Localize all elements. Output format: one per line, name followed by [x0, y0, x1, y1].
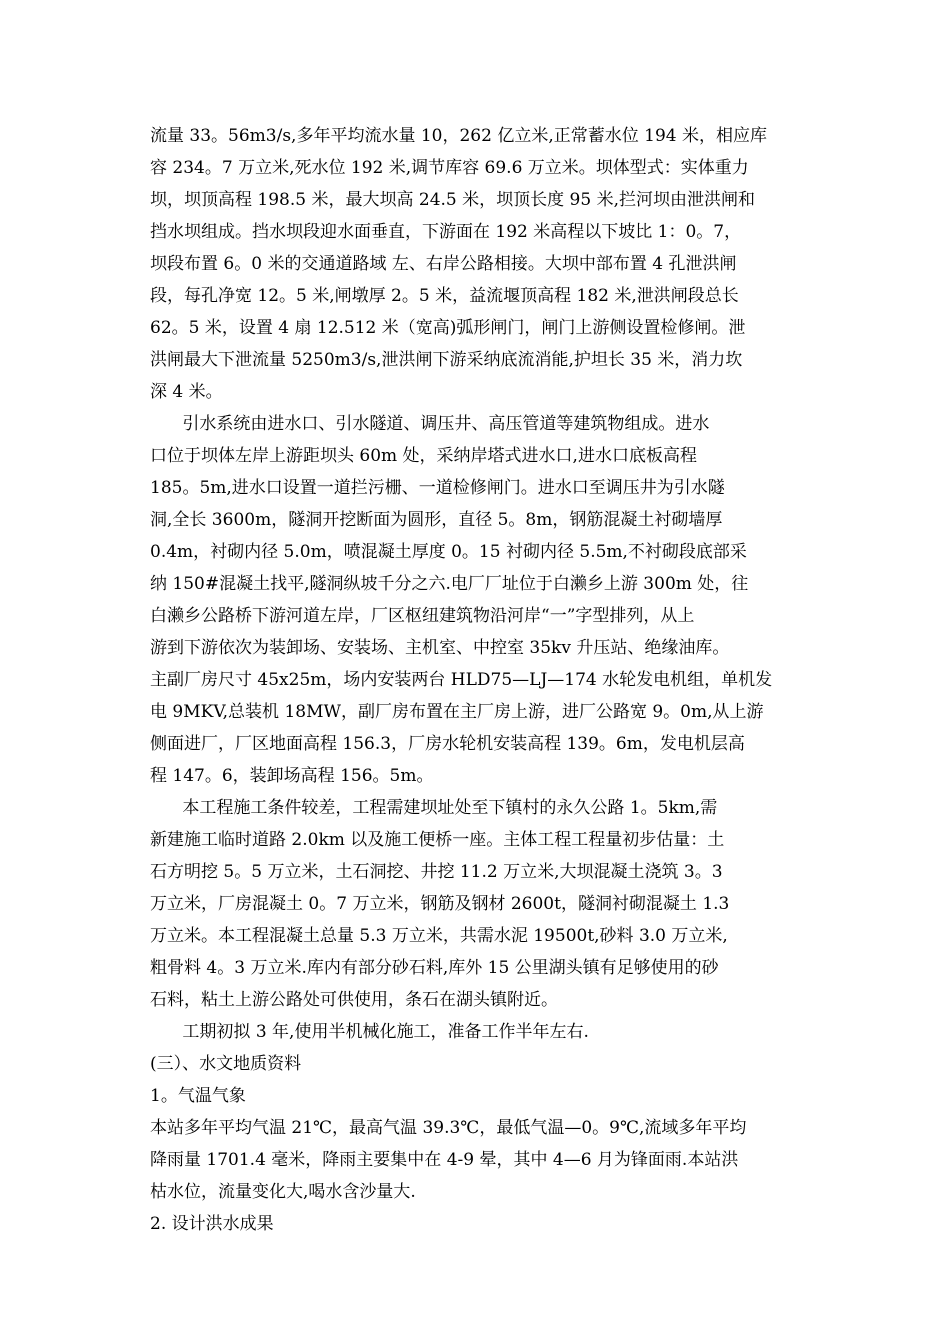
text-line: 挡水坝组成。挡水坝段迎水面垂直，下游面在 192 米高程以下坡比 1：0。7，	[150, 222, 742, 242]
paragraph-start-line: 工期初拟 3 年,使用半机械化施工，准备工作半年左右.	[150, 1022, 589, 1042]
paragraph-start-line: 引水系统由进水口、引水隧道、调压井、高压管道等建筑物组成。进水	[150, 414, 710, 434]
text-line: 容 234。7 万立米,死水位 192 米,调节库容 69.6 万立米。坝体型式：实体重力	[150, 158, 749, 178]
text-line: 坝，坝顶高程 198.5 米，最大坝高 24.5 米，坝顶长度 95 米,拦河坝由泄洪闸和	[150, 190, 755, 210]
text-line: 流量 33。56m3/s,多年平均流水量 10，262 亿立米,正常蓄水位 194 米，相应库	[150, 126, 768, 146]
text-line: 深 4 米。	[150, 382, 223, 402]
text-line: 纳 150#混凝土找平,隧洞纵坡千分之六.电厂厂址位于白濑乡上游 300m 处，往	[150, 574, 749, 594]
text-line: 程 147。6，装卸场高程 156。5m。	[150, 766, 434, 786]
text-line: 万立米，厂房混凝土 0。7 万立米，钢筋及钢材 2600t，隧洞衬砌混凝土 1.3	[150, 894, 730, 914]
subsection-heading: 2. 设计洪水成果	[150, 1214, 274, 1234]
text-line: 万立米。本工程混凝土总量 5.3 万立米，共需水泥 19500t,砂料 3.0 万立米,	[150, 926, 728, 946]
subsection-heading: 1。气温气象	[150, 1086, 246, 1106]
text-line: 洪闸最大下泄流量 5250m3/s,泄洪闸下游采纳底流消能,护坦长 35 米，消力坎	[150, 350, 743, 370]
text-line: 62。5 米，设置 4 扇 12.512 米（宽高)弧形闸门，闸门上游侧设置检修闸。泄	[150, 318, 746, 338]
text-line: 侧面进厂，厂区地面高程 156.3，厂房水轮机安装高程 139。6m，发电机层高	[150, 734, 745, 754]
text-line: 白濑乡公路桥下游河道左岸，厂区枢纽建筑物沿河岸“一”字型排列，从上	[150, 606, 695, 626]
text-line: 电 9MKV,总装机 18MW，副厂房布置在主厂房上游，进厂公路宽 9。0m,从上游	[150, 702, 764, 722]
text-line: 石方明挖 5。5 万立米，土石洞挖、井挖 11.2 万立米,大坝混凝土浇筑 3。3	[150, 862, 723, 882]
paragraph-start-line: 本工程施工条件较差，工程需建坝址处至下镇村的永久公路 1。5km,需	[150, 798, 718, 818]
text-line: 游到下游依次为装卸场、安装场、主机室、中控室 35kv 升压站、绝缘油库。	[150, 638, 730, 658]
section-heading: (三）、水文地质资料	[150, 1054, 302, 1074]
text-line: 枯水位，流量变化大,喝水含沙量大.	[150, 1182, 416, 1202]
text-line: 主副厂房尺寸 45x25m，场内安装两台 HLD75—LJ—174 水轮发电机组，单机发	[150, 670, 773, 690]
text-line: 0.4m，衬砌内径 5.0m，喷混凝土厚度 0。15 衬砌内径 5.5m,不衬砌段底部采	[150, 542, 747, 562]
text-line: 粗骨料 4。3 万立米.库内有部分砂石料,库外 15 公里湖头镇有足够使用的砂	[150, 958, 719, 978]
text-line: 石料，粘土上游公路处可供使用，条石在湖头镇附近。	[150, 990, 558, 1010]
text-line: 口位于坝体左岸上游距坝头 60m 处，采纳岸塔式进水口,进水口底板高程	[150, 446, 697, 466]
text-line: 本站多年平均气温 21℃，最高气温 39.3℃，最低气温—0。9℃,流域多年平均	[150, 1118, 747, 1138]
text-line: 新建施工临时道路 2.0km 以及施工便桥一座。主体工程工程量初步估量：土	[150, 830, 725, 850]
text-line: 段，每孔净宽 12。5 米,闸墩厚 2。5 米，益流堰顶高程 182 米,泄洪闸段总长	[150, 286, 739, 306]
text-line: 洞,全长 3600m，隧洞开挖断面为圆形，直径 5。8m，钢筋混凝土衬砌墙厚	[150, 510, 723, 530]
text-line: 降雨量 1701.4 毫米，降雨主要集中在 4-9 晕，其中 4—6 月为锋面雨.本站洪	[150, 1150, 739, 1170]
text-line: 185。5m,进水口设置一道拦污栅、一道检修闸门。进水口至调压井为引水隧	[150, 478, 725, 498]
text-line: 坝段布置 6。0 米的交通道路域 左、右岸公路相接。大坝中部布置 4 孔泄洪闸	[150, 254, 737, 274]
